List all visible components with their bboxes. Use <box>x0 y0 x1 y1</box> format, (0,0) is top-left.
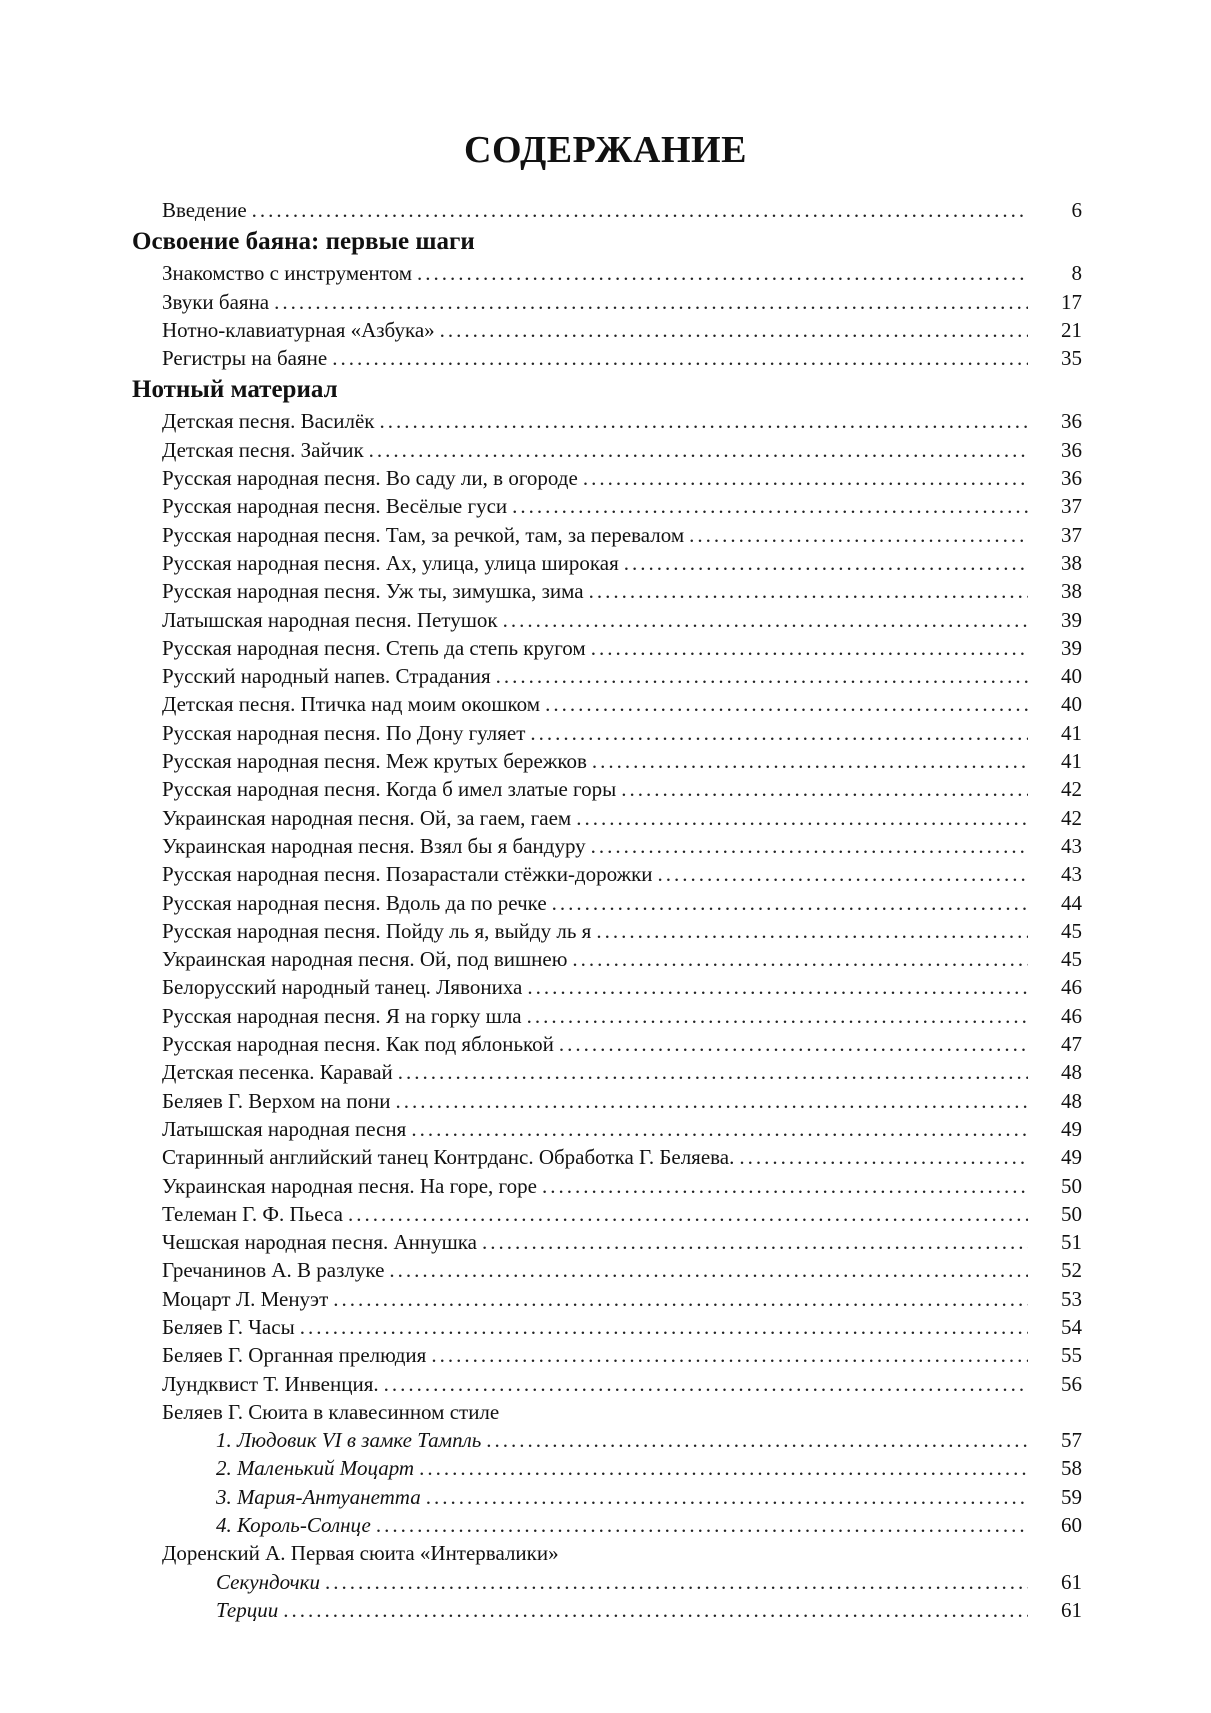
toc-entry <box>132 1568 1082 1596</box>
toc-entry-title: Телеман Г. Ф. Пьеса <box>162 1201 343 1226</box>
toc-entry-leader <box>132 521 1028 549</box>
toc-entry <box>132 973 1082 1001</box>
toc-entry <box>132 860 1082 888</box>
toc-entry <box>132 436 1082 464</box>
toc-entry <box>132 521 1082 549</box>
toc-page-number: 51 <box>1061 1230 1082 1255</box>
toc-page-number: 17 <box>1061 289 1082 314</box>
toc-entry-leader <box>132 1341 1028 1369</box>
toc-entry <box>132 1313 1082 1341</box>
toc-entry-title: Латышская народная песня. Петушок <box>162 607 498 632</box>
toc-page-number: 49 <box>1061 1145 1082 1170</box>
toc-entry-title: Русская народная песня. Во саду ли, в огороде <box>162 466 578 491</box>
toc-page-number: 21 <box>1061 317 1082 342</box>
toc-group-heading <box>132 1539 1082 1567</box>
toc-entry-title: Детская песенка. Каравай <box>162 1060 393 1085</box>
toc-entry-leader <box>132 196 1028 224</box>
toc-page-number: 38 <box>1061 550 1082 575</box>
dot-leader <box>576 804 1028 832</box>
toc-entry-leader <box>132 860 1028 888</box>
toc-entry-leader <box>132 1228 1028 1256</box>
dot-leader <box>440 316 1028 344</box>
dot-leader <box>591 832 1028 860</box>
toc-entry-title: Латышская народная песня <box>162 1116 407 1141</box>
toc-entry-title: Русская народная песня. Меж крутых бережков <box>162 749 587 774</box>
dot-leader <box>592 747 1028 775</box>
toc-entry <box>132 1058 1082 1086</box>
dot-leader <box>348 1200 1028 1228</box>
dot-leader <box>503 606 1028 634</box>
toc-entry <box>132 832 1082 860</box>
toc-entry <box>132 288 1082 316</box>
section-title: Нотный материал <box>132 376 338 404</box>
toc-entry-leader <box>132 832 1028 860</box>
toc-page-number: 38 <box>1061 579 1082 604</box>
toc-page-number: 42 <box>1061 805 1082 830</box>
toc-page-number: 41 <box>1061 749 1082 774</box>
toc-entry-title: Звуки баяна <box>162 289 270 314</box>
dot-leader <box>658 860 1028 888</box>
toc-entry-leader <box>132 1454 1028 1482</box>
toc-entry-title: Русская народная песня. Уж ты, зимушка, зима <box>162 579 584 604</box>
dot-leader <box>411 1115 1028 1143</box>
toc-entry-leader <box>132 492 1028 520</box>
toc-page-number: 44 <box>1061 890 1082 915</box>
toc-entry-leader <box>132 1511 1028 1539</box>
toc-entry-title: Чешская народная песня. Аннушка <box>162 1230 477 1255</box>
dot-leader <box>583 464 1028 492</box>
dot-leader <box>283 1596 1028 1624</box>
dot-leader <box>300 1313 1028 1341</box>
toc-entry-leader <box>132 288 1028 316</box>
toc-entry <box>132 1370 1082 1398</box>
toc-page-number: 47 <box>1061 1032 1082 1057</box>
group-title: Беляев Г. Сюита в клавесинном стиле <box>162 1399 500 1424</box>
toc-page-number: 36 <box>1061 409 1082 434</box>
toc-entry <box>132 1596 1082 1624</box>
toc-entry <box>132 1454 1082 1482</box>
toc-entry-leader <box>132 344 1028 372</box>
dot-leader <box>274 288 1028 316</box>
dot-leader <box>512 492 1028 520</box>
dot-leader <box>689 521 1028 549</box>
toc-entry-leader <box>132 259 1028 287</box>
toc-entry <box>132 259 1082 287</box>
toc-section-heading <box>132 224 1082 259</box>
dot-leader <box>384 1370 1028 1398</box>
toc-entry-title: 2. Маленький Моцарт <box>216 1456 415 1481</box>
toc-entry-leader <box>132 917 1028 945</box>
toc-page-number: 43 <box>1061 833 1082 858</box>
toc-entry <box>132 1115 1082 1143</box>
toc-entry-leader <box>132 1568 1028 1596</box>
toc-page-number: 45 <box>1061 918 1082 943</box>
toc-entry-leader <box>132 973 1028 1001</box>
dot-leader <box>398 1058 1028 1086</box>
toc-page-number: 48 <box>1061 1060 1082 1085</box>
toc-entry-leader <box>132 1115 1028 1143</box>
toc-entry-title: Русская народная песня. Как под яблонькой <box>162 1032 554 1057</box>
toc-entry-leader <box>132 436 1028 464</box>
toc-entry-title: Украинская народная песня. На горе, горе <box>162 1173 537 1198</box>
toc-entry-title: Украинская народная песня. Ой, за гаем, гаем <box>162 805 572 830</box>
toc-entry-title: Терции <box>216 1597 279 1622</box>
toc-page-number: 46 <box>1061 975 1082 1000</box>
toc-page-number: 61 <box>1061 1569 1082 1594</box>
toc-entry-leader <box>132 606 1028 634</box>
toc-page-number: 50 <box>1061 1173 1082 1198</box>
toc-entry-title: Беляев Г. Верхом на пони <box>162 1088 391 1113</box>
toc-entry-leader <box>132 1313 1028 1341</box>
toc-page-number: 61 <box>1061 1597 1082 1622</box>
toc-entry <box>132 945 1082 973</box>
toc-entry-leader <box>132 747 1028 775</box>
toc-entry-title: Русская народная песня. Пойду ль я, выйду ль я <box>162 918 592 943</box>
toc-entry <box>132 1426 1082 1454</box>
page-title: СОДЕРЖАНИЕ <box>464 129 747 171</box>
dot-leader <box>417 259 1028 287</box>
dot-leader <box>530 719 1028 747</box>
toc-entry-leader <box>132 464 1028 492</box>
toc-entry-leader <box>132 804 1028 832</box>
toc-entry-leader <box>132 775 1028 803</box>
toc-entry <box>132 804 1082 832</box>
dot-leader <box>527 973 1028 1001</box>
toc-entry-leader <box>132 549 1028 577</box>
dot-leader <box>589 577 1028 605</box>
toc-entry-title: 4. Король-Солнце <box>216 1513 371 1538</box>
toc-entry-title: Русский народный напев. Страдания <box>162 664 491 689</box>
dot-leader <box>596 917 1028 945</box>
dot-leader <box>621 775 1028 803</box>
toc-entry-title: Русская народная песня. Там, за речкой, там, за перевалом <box>162 522 685 547</box>
toc-entry-title: Белорусский народный танец. Лявониха <box>162 975 523 1000</box>
dot-leader <box>426 1483 1028 1511</box>
toc-entry-title: 3. Мария-Антуанетта <box>216 1484 421 1509</box>
toc-entry-title: Секундочки <box>216 1569 320 1594</box>
toc-entry-leader <box>132 577 1028 605</box>
dot-leader <box>486 1426 1028 1454</box>
dot-leader <box>542 1172 1028 1200</box>
toc-entry <box>132 889 1082 917</box>
toc-page-number: 37 <box>1061 494 1082 519</box>
toc-entry-leader <box>132 1002 1028 1030</box>
dot-leader <box>332 344 1028 372</box>
toc-entry-leader <box>132 690 1028 718</box>
toc-page-number: 53 <box>1061 1286 1082 1311</box>
toc-entry <box>132 775 1082 803</box>
toc-entry <box>132 634 1082 662</box>
dot-leader <box>624 549 1028 577</box>
toc-entry <box>132 344 1082 372</box>
toc-entry-title: Русская народная песня. По Дону гуляет <box>162 720 526 745</box>
dot-leader <box>545 690 1028 718</box>
table-of-contents <box>132 196 1082 1624</box>
toc-entry-title: Беляев Г. Органная прелюдия <box>162 1343 427 1368</box>
toc-page-number: 46 <box>1061 1003 1082 1028</box>
toc-entry-leader <box>132 1200 1028 1228</box>
toc-entry-title: Беляев Г. Часы <box>162 1314 295 1339</box>
toc-entry-title: Русская народная песня. Степь да степь кругом <box>162 635 586 660</box>
toc-entry-title: Моцарт Л. Менуэт <box>162 1286 329 1311</box>
toc-entry <box>132 1285 1082 1313</box>
toc-entry-title: Русская народная песня. Когда б имел златые горы <box>162 777 617 802</box>
toc-entry <box>132 1341 1082 1369</box>
dot-leader <box>739 1143 1028 1171</box>
toc-page-number: 42 <box>1061 777 1082 802</box>
toc-entry <box>132 1087 1082 1115</box>
toc-entry-title: Нотно-клавиатурная «Азбука» <box>162 317 435 342</box>
toc-entry <box>132 407 1082 435</box>
toc-entry-leader <box>132 316 1028 344</box>
toc-entry-leader <box>132 1143 1028 1171</box>
toc-entry-leader <box>132 1058 1028 1086</box>
toc-entry-title: Лундквист Т. Инвенция. <box>162 1371 379 1396</box>
toc-entry-leader <box>132 1483 1028 1511</box>
toc-page-number: 40 <box>1061 692 1082 717</box>
toc-entry <box>132 606 1082 634</box>
toc-entry <box>132 1228 1082 1256</box>
dot-leader <box>395 1087 1028 1115</box>
toc-page-number: 8 <box>1071 261 1082 286</box>
dot-leader <box>572 945 1028 973</box>
dot-leader <box>389 1256 1028 1284</box>
toc-entry-title: Гречанинов А. В разлуке <box>162 1258 385 1283</box>
toc-entry-title: Старинный английский танец Контрданс. Обработка Г. Беляева. <box>162 1145 735 1170</box>
dot-leader <box>376 1511 1028 1539</box>
toc-page-number: 39 <box>1061 607 1082 632</box>
toc-page-number: 59 <box>1061 1484 1082 1509</box>
toc-entry-title: 1. Людовик VI в замке Тампль <box>216 1428 482 1453</box>
toc-entry <box>132 747 1082 775</box>
toc-page-number: 39 <box>1061 635 1082 660</box>
group-title: Доренский А. Первая сюита «Интервалики» <box>162 1541 559 1566</box>
toc-entry <box>132 1172 1082 1200</box>
toc-entry-title: Русская народная песня. Весёлые гуси <box>162 494 508 519</box>
toc-page-number: 41 <box>1061 720 1082 745</box>
toc-page-number: 48 <box>1061 1088 1082 1113</box>
toc-entry <box>132 492 1082 520</box>
toc-page-number: 56 <box>1061 1371 1082 1396</box>
toc-entry <box>132 1511 1082 1539</box>
toc-entry <box>132 577 1082 605</box>
toc-entry-leader <box>132 662 1028 690</box>
toc-entry-title: Русская народная песня. Я на горку шла <box>162 1003 522 1028</box>
toc-page-number: 36 <box>1061 466 1082 491</box>
dot-leader <box>333 1285 1028 1313</box>
toc-entry-title: Регистры на баяне <box>162 346 328 371</box>
toc-entry-leader <box>132 889 1028 917</box>
dot-leader <box>431 1341 1028 1369</box>
toc-entry <box>132 316 1082 344</box>
toc-page-number: 37 <box>1061 522 1082 547</box>
dot-leader <box>559 1030 1028 1058</box>
dot-leader <box>419 1454 1028 1482</box>
toc-entry-leader <box>132 634 1028 662</box>
toc-entry <box>132 196 1082 224</box>
dot-leader <box>369 436 1028 464</box>
toc-section-heading <box>132 372 1082 407</box>
toc-entry-title: Украинская народная песня. Ой, под вишнею <box>162 947 568 972</box>
toc-group-heading <box>132 1398 1082 1426</box>
dot-leader <box>482 1228 1028 1256</box>
toc-entry <box>132 1002 1082 1030</box>
toc-page-number: 54 <box>1061 1314 1082 1339</box>
toc-entry-leader <box>132 1285 1028 1313</box>
toc-entry <box>132 917 1082 945</box>
dot-leader <box>252 196 1028 224</box>
dot-leader <box>325 1568 1028 1596</box>
toc-entry-title: Русская народная песня. Ах, улица, улица широкая <box>162 550 619 575</box>
toc-entry-leader <box>132 1370 1028 1398</box>
toc-page-number: 57 <box>1061 1428 1082 1453</box>
toc-entry <box>132 719 1082 747</box>
toc-entry-leader <box>132 945 1028 973</box>
toc-page-number: 36 <box>1061 437 1082 462</box>
section-title: Освоение баяна: первые шаги <box>132 228 475 256</box>
toc-entry <box>132 662 1082 690</box>
toc-entry <box>132 1030 1082 1058</box>
toc-entry-title: Детская песня. Василёк <box>162 409 375 434</box>
toc-page-number: 6 <box>1071 198 1082 222</box>
toc-entry-title: Детская песня. Птичка над моим окошком <box>162 692 541 717</box>
toc-page-number: 50 <box>1061 1201 1082 1226</box>
toc-entry-title: Русская народная песня. Вдоль да по речке <box>162 890 547 915</box>
toc-page-number: 40 <box>1061 664 1082 689</box>
toc-entry-leader <box>132 1426 1028 1454</box>
toc-entry-leader <box>132 1172 1028 1200</box>
toc-entry <box>132 1483 1082 1511</box>
toc-page-number: 52 <box>1061 1258 1082 1283</box>
toc-entry-title: Введение <box>162 198 247 222</box>
dot-leader <box>591 634 1028 662</box>
toc-page-number: 60 <box>1061 1513 1082 1538</box>
toc-entry-leader <box>132 1087 1028 1115</box>
toc-entry-leader <box>132 1596 1028 1624</box>
toc-entry <box>132 464 1082 492</box>
toc-page-number: 58 <box>1061 1456 1082 1481</box>
toc-page-number: 45 <box>1061 947 1082 972</box>
toc-entry <box>132 1200 1082 1228</box>
toc-entry-title: Знакомство с инструментом <box>162 261 413 286</box>
toc-page-number: 55 <box>1061 1343 1082 1368</box>
toc-entry-title: Украинская народная песня. Взял бы я бандуру <box>162 833 586 858</box>
dot-leader <box>527 1002 1028 1030</box>
toc-entry-leader <box>132 1030 1028 1058</box>
toc-entry-title: Русская народная песня. Позарастали стёжки-дорожки <box>162 862 653 887</box>
dot-leader <box>379 407 1028 435</box>
dot-leader <box>552 889 1028 917</box>
toc-entry-title: Детская песня. Зайчик <box>162 437 364 462</box>
toc-entry-leader <box>132 719 1028 747</box>
toc-page-number: 35 <box>1061 346 1082 371</box>
toc-entry <box>132 690 1082 718</box>
dot-leader <box>496 662 1028 690</box>
toc-entry <box>132 1143 1082 1171</box>
toc-page-number: 43 <box>1061 862 1082 887</box>
toc-entry-leader <box>132 1256 1028 1284</box>
toc-entry <box>132 549 1082 577</box>
toc-page-number: 49 <box>1061 1116 1082 1141</box>
toc-entry <box>132 1256 1082 1284</box>
toc-entry-leader <box>132 407 1028 435</box>
